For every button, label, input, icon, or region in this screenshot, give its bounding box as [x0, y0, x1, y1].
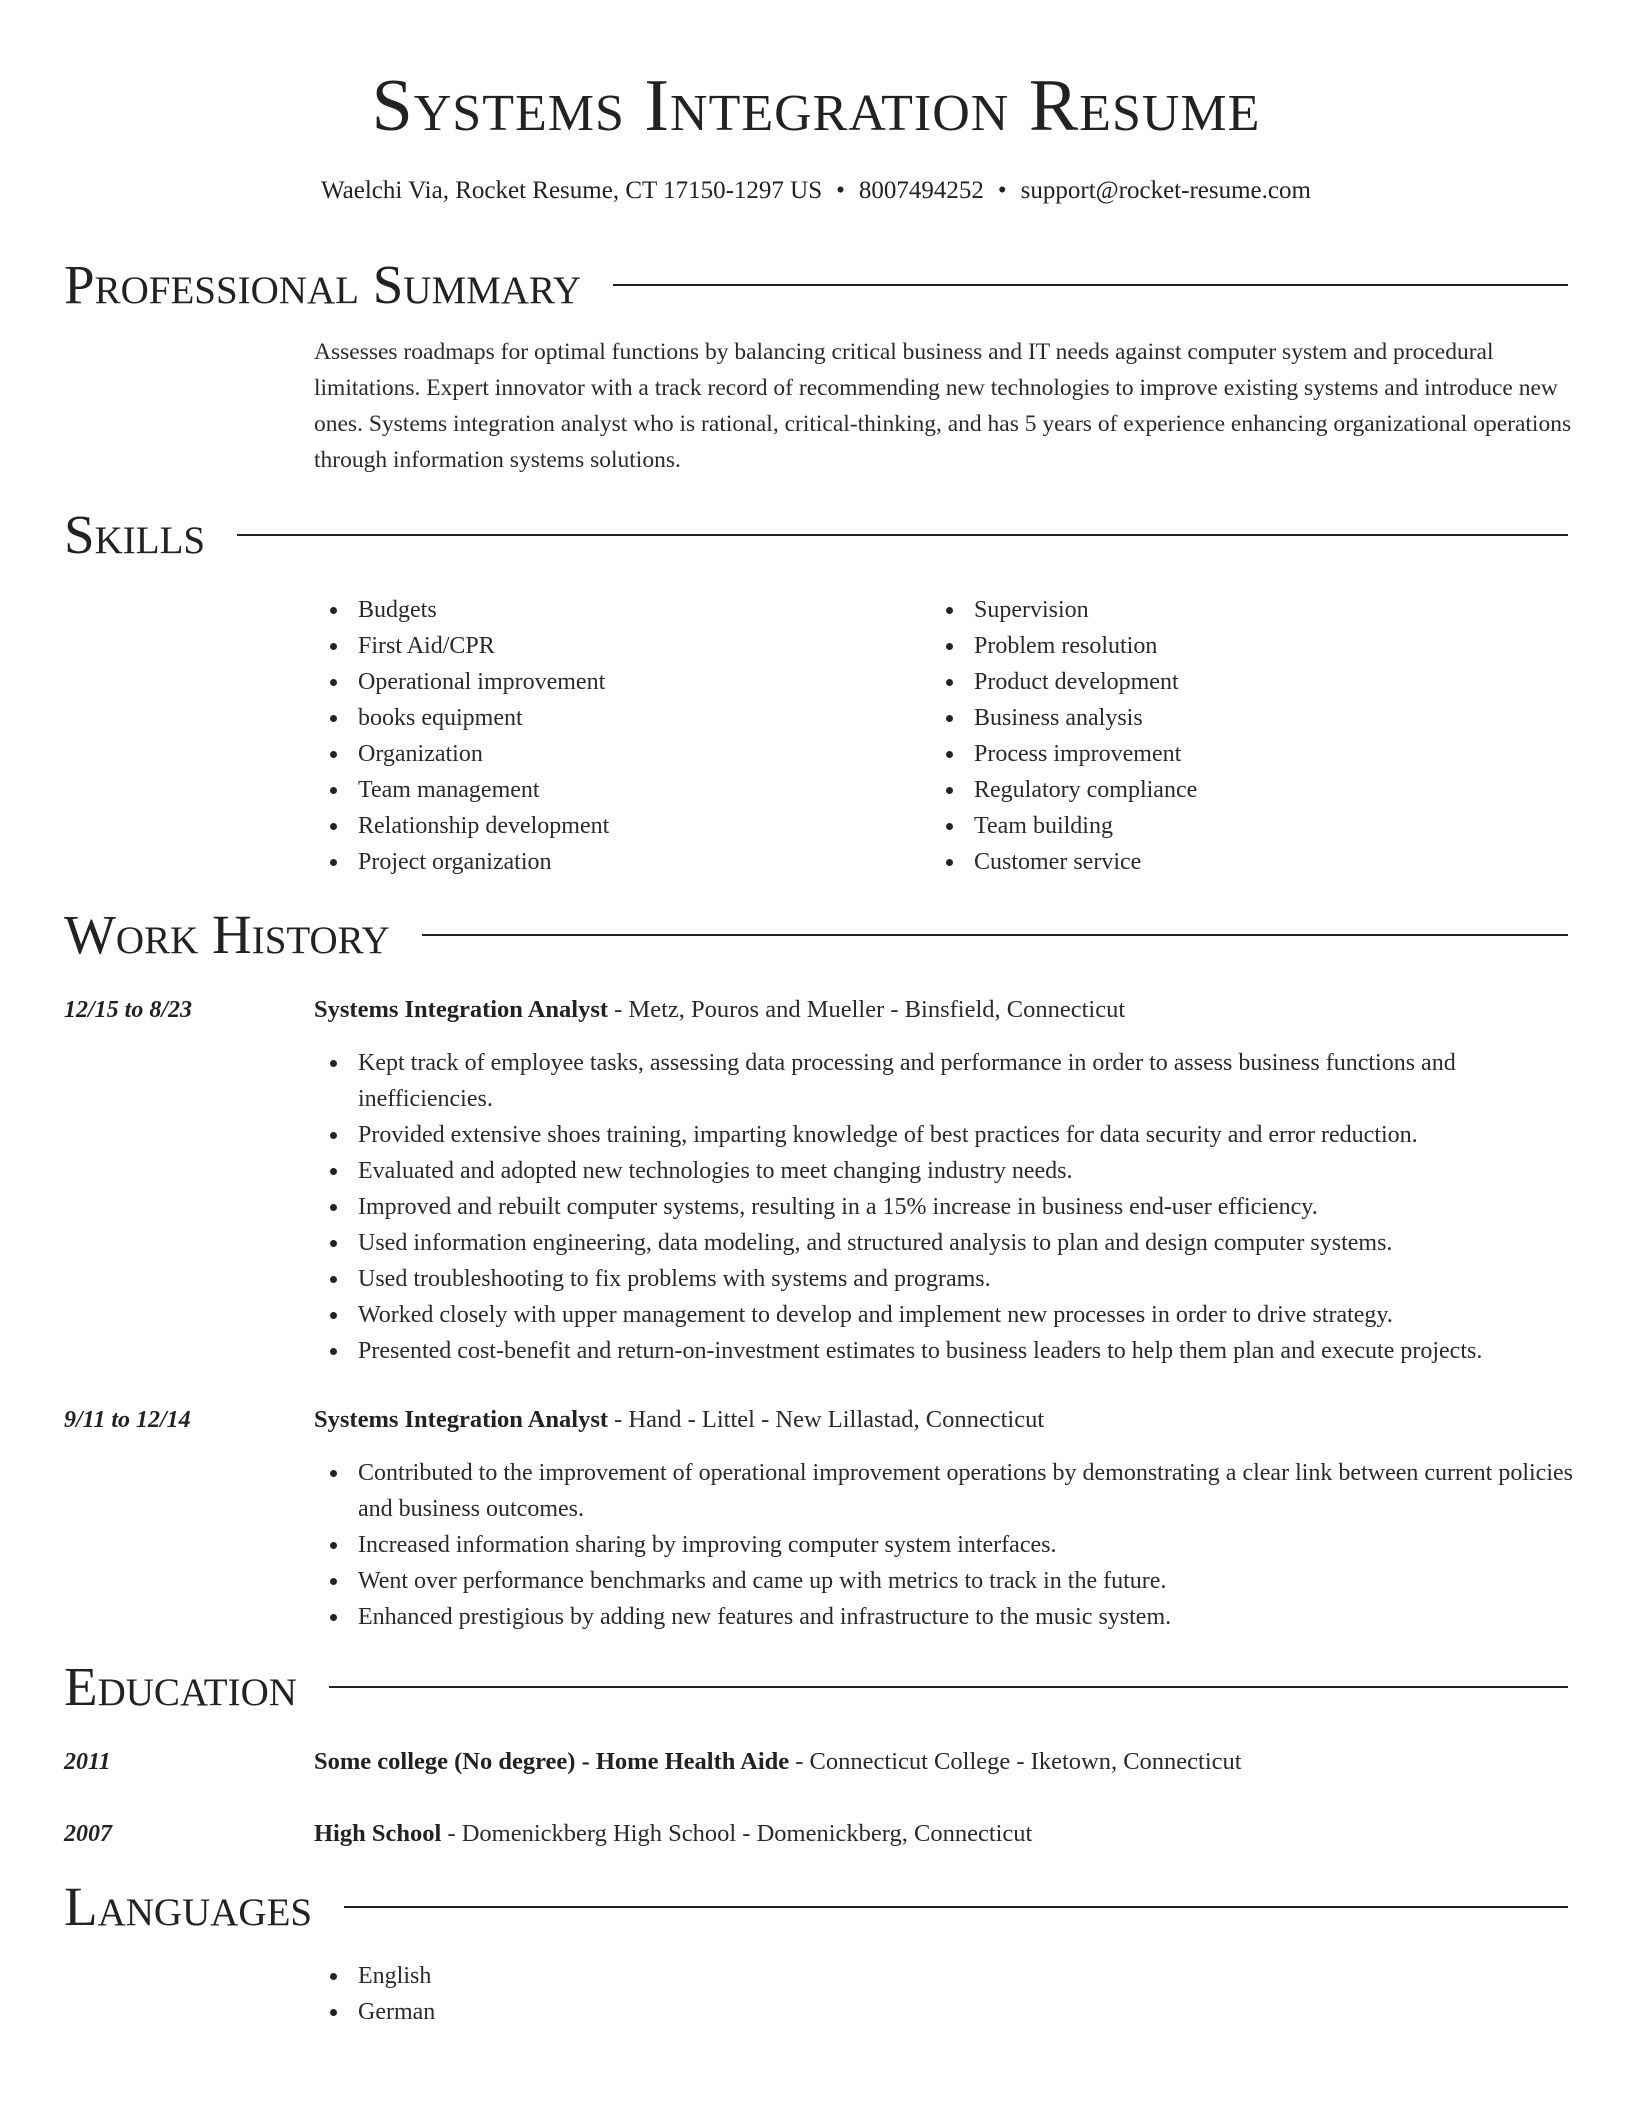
languages-section-header: [64, 1876, 1568, 1938]
education-heading: [314, 1744, 1242, 1780]
language-item: German: [314, 1994, 1584, 2030]
education-heading: [314, 1816, 1032, 1852]
skills-list-left: [314, 592, 609, 880]
skill-item: Product development: [930, 664, 1197, 700]
skills-section-title: Skills: [64, 504, 206, 565]
skill-item: Regulatory compliance: [930, 772, 1197, 808]
contact-separator: •: [997, 177, 1007, 204]
job-heading: [314, 992, 1125, 1028]
job-bullet: Evaluated and adopted new technologies to meet changing industry needs.: [314, 1153, 1584, 1189]
skill-item: Process improvement: [930, 736, 1197, 772]
skill-item: Relationship development: [314, 808, 609, 844]
contact-email[interactable]: support@rocket-resume.com: [1020, 177, 1311, 204]
job-bullet: Used information engineering, data modeling, and structured analysis to plan and design computer systems.: [314, 1225, 1584, 1261]
job-employer: - Hand - Littel - New Lillastad, Connecticut: [608, 1406, 1045, 1433]
job-bullet: Went over performance benchmarks and came up with metrics to track in the future.: [314, 1563, 1584, 1599]
education-school: - Connecticut College - Iketown, Connecticut: [789, 1748, 1242, 1775]
skill-item: Budgets: [314, 592, 609, 628]
education-degree: High School: [314, 1820, 442, 1847]
job-dates: 9/11 to 12/14: [64, 1407, 191, 1433]
skills-section-header: [64, 504, 1568, 566]
skill-item: Supervision: [930, 592, 1197, 628]
education-section-header: [64, 1656, 1568, 1718]
job-bullet: Increased information sharing by improving computer system interfaces.: [314, 1527, 1584, 1563]
resume-name: Systems Integration Resume: [371, 65, 1261, 147]
job-bullet: Enhanced prestigious by adding new features and infrastructure to the music system.: [314, 1599, 1584, 1635]
skill-item: Problem resolution: [930, 628, 1197, 664]
job-bullet: Presented cost-benefit and return-on-investment estimates to business leaders to help them plan and execute projects.: [314, 1333, 1584, 1369]
skill-item: Organization: [314, 736, 609, 772]
job-bullet: Worked closely with upper management to develop and implement new processes in order to drive strategy.: [314, 1297, 1584, 1333]
education-year: 2011: [64, 1749, 111, 1775]
languages-list: [314, 1958, 1584, 2030]
skill-item: Business analysis: [930, 700, 1197, 736]
work-section-header: [64, 904, 1568, 966]
work-section-title: Work History: [64, 904, 390, 965]
job-role: Systems Integration Analyst: [314, 996, 609, 1023]
language-item: English: [314, 1958, 1584, 1994]
section-divider: [329, 1686, 1568, 1688]
skill-item: Team management: [314, 772, 609, 808]
education-degree: Some college (No degree) - Home Health Aide: [314, 1748, 790, 1775]
skill-item: Project organization: [314, 844, 609, 880]
job-bullet: Improved and rebuilt computer systems, resulting in a 15% increase in business end-user efficiency.: [314, 1189, 1584, 1225]
section-divider: [237, 534, 1568, 536]
job-employer: - Metz, Pouros and Mueller - Binsfield, Connecticut: [608, 996, 1126, 1023]
section-divider: [613, 284, 1568, 286]
job-dates: 12/15 to 8/23: [64, 997, 193, 1023]
job-bullet: Provided extensive shoes training, imparting knowledge of best practices for data security and error reduction.: [314, 1117, 1584, 1153]
contact-phone[interactable]: 8007494252: [858, 177, 984, 204]
summary-text: Assesses roadmaps for optimal functions by balancing critical business and IT needs against computer system and procedural limitations. Expert innovator with a track record of recommending new technologies to improve existing systems and introduce new ones. Systems integration analyst who is rational, critical-thinking, and has 5 years of experience enhancing organizational operations through information systems solutions.: [314, 339, 1572, 473]
skill-item: Operational improvement: [314, 664, 609, 700]
section-divider: [422, 934, 1568, 936]
job-bullet: Used troubleshooting to fix problems with systems and programs.: [314, 1261, 1584, 1297]
summary-section-header: [64, 254, 1568, 316]
skill-item: books equipment: [314, 700, 609, 736]
education-year: 2007: [64, 1821, 112, 1847]
education-school: - Domenickberg High School - Domenickberg, Connecticut: [441, 1820, 1033, 1847]
job-bullet: Kept track of employee tasks, assessing data processing and performance in order to assess business functions and inefficiencies.: [314, 1045, 1584, 1117]
skill-item: Team building: [930, 808, 1197, 844]
skill-item: First Aid/CPR: [314, 628, 609, 664]
job-bullets: [314, 1455, 1584, 1635]
section-divider: [344, 1906, 1568, 1908]
job-heading: [314, 1402, 1044, 1438]
languages-section-title: Languages: [64, 1876, 313, 1937]
skills-list-right: [930, 592, 1197, 880]
skill-item: Customer service: [930, 844, 1197, 880]
job-bullets: [314, 1045, 1584, 1369]
contact-separator: •: [836, 177, 845, 204]
job-role: Systems Integration Analyst: [314, 1406, 609, 1433]
education-section-title: Education: [64, 1656, 297, 1717]
contact-address: Waelchi Via, Rocket Resume, CT 17150-1297 US: [321, 177, 823, 204]
contact-line: [0, 176, 1632, 206]
job-bullet: Contributed to the improvement of operational improvement operations by demonstrating a clear link between current policies and business outcomes.: [314, 1455, 1584, 1527]
summary-section-title: Professional Summary: [64, 254, 582, 315]
